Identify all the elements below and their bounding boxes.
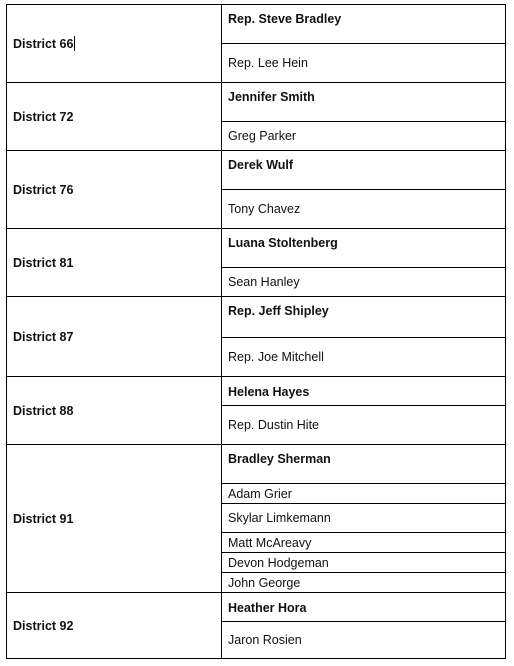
candidate-name: Greg Parker	[228, 129, 297, 143]
candidate-cell-primary	[221, 82, 506, 122]
district-label: District 81	[13, 255, 74, 270]
district-label: District 91	[13, 511, 74, 526]
candidate-name: Rep. Joe Mitchell	[228, 350, 324, 364]
district-cell	[6, 82, 222, 151]
district-label: District 72	[13, 109, 74, 124]
candidate-name: Heather Hora	[228, 601, 307, 615]
candidate-cell	[221, 572, 506, 593]
candidate-name: Rep. Dustin Hite	[228, 418, 320, 432]
candidate-cell	[221, 503, 506, 533]
candidate-name: Sean Hanley	[228, 275, 300, 289]
candidate-cell	[221, 189, 506, 229]
candidate-cell	[221, 532, 506, 553]
candidate-name: Bradley Sherman	[228, 452, 331, 466]
district-cell	[6, 444, 222, 593]
candidate-name: Rep. Lee Hein	[228, 56, 308, 70]
candidate-cell	[221, 337, 506, 377]
candidate-cell	[221, 621, 506, 659]
candidate-name: Adam Grier	[228, 486, 292, 501]
district-cell	[6, 228, 222, 297]
candidate-cell-primary	[221, 150, 506, 190]
candidate-cell	[221, 552, 506, 573]
text-cursor	[74, 36, 75, 51]
candidate-name: John George	[228, 575, 301, 590]
candidate-name: Devon Hodgeman	[228, 555, 329, 570]
candidate-name: Helena Hayes	[228, 385, 310, 399]
candidate-cell	[221, 405, 506, 445]
district-label: District 66	[13, 36, 74, 51]
candidate-cell-primary	[221, 228, 506, 268]
district-label: District 88	[13, 403, 74, 418]
candidate-cell-primary	[221, 296, 506, 338]
candidate-cell-primary	[221, 444, 506, 484]
district-cell	[6, 376, 222, 445]
district-label: District 76	[13, 182, 74, 197]
district-cell	[6, 4, 222, 83]
district-cell	[6, 296, 222, 377]
district-candidates-table	[6, 4, 506, 658]
candidate-cell-primary	[221, 4, 506, 44]
district-cell	[6, 592, 222, 659]
candidate-cell	[221, 121, 506, 151]
district-label: District 87	[13, 329, 74, 344]
candidate-cell-primary	[221, 376, 506, 406]
candidate-name: Rep. Jeff Shipley	[228, 304, 329, 318]
candidate-name: Jaron Rosien	[228, 633, 302, 647]
district-cell	[6, 150, 222, 229]
candidate-cell	[221, 43, 506, 83]
candidate-cell	[221, 483, 506, 504]
candidate-cell-primary	[221, 592, 506, 622]
candidate-name: Tony Chavez	[228, 202, 301, 216]
district-label: District 92	[13, 618, 74, 633]
candidate-name: Skylar Limkemann	[228, 511, 331, 525]
candidate-cell	[221, 267, 506, 297]
candidate-name: Luana Stoltenberg	[228, 236, 338, 250]
candidate-name: Matt McAreavy	[228, 535, 312, 550]
candidate-name: Jennifer Smith	[228, 90, 315, 104]
candidate-name: Derek Wulf	[228, 158, 294, 172]
candidate-name: Rep. Steve Bradley	[228, 12, 342, 26]
